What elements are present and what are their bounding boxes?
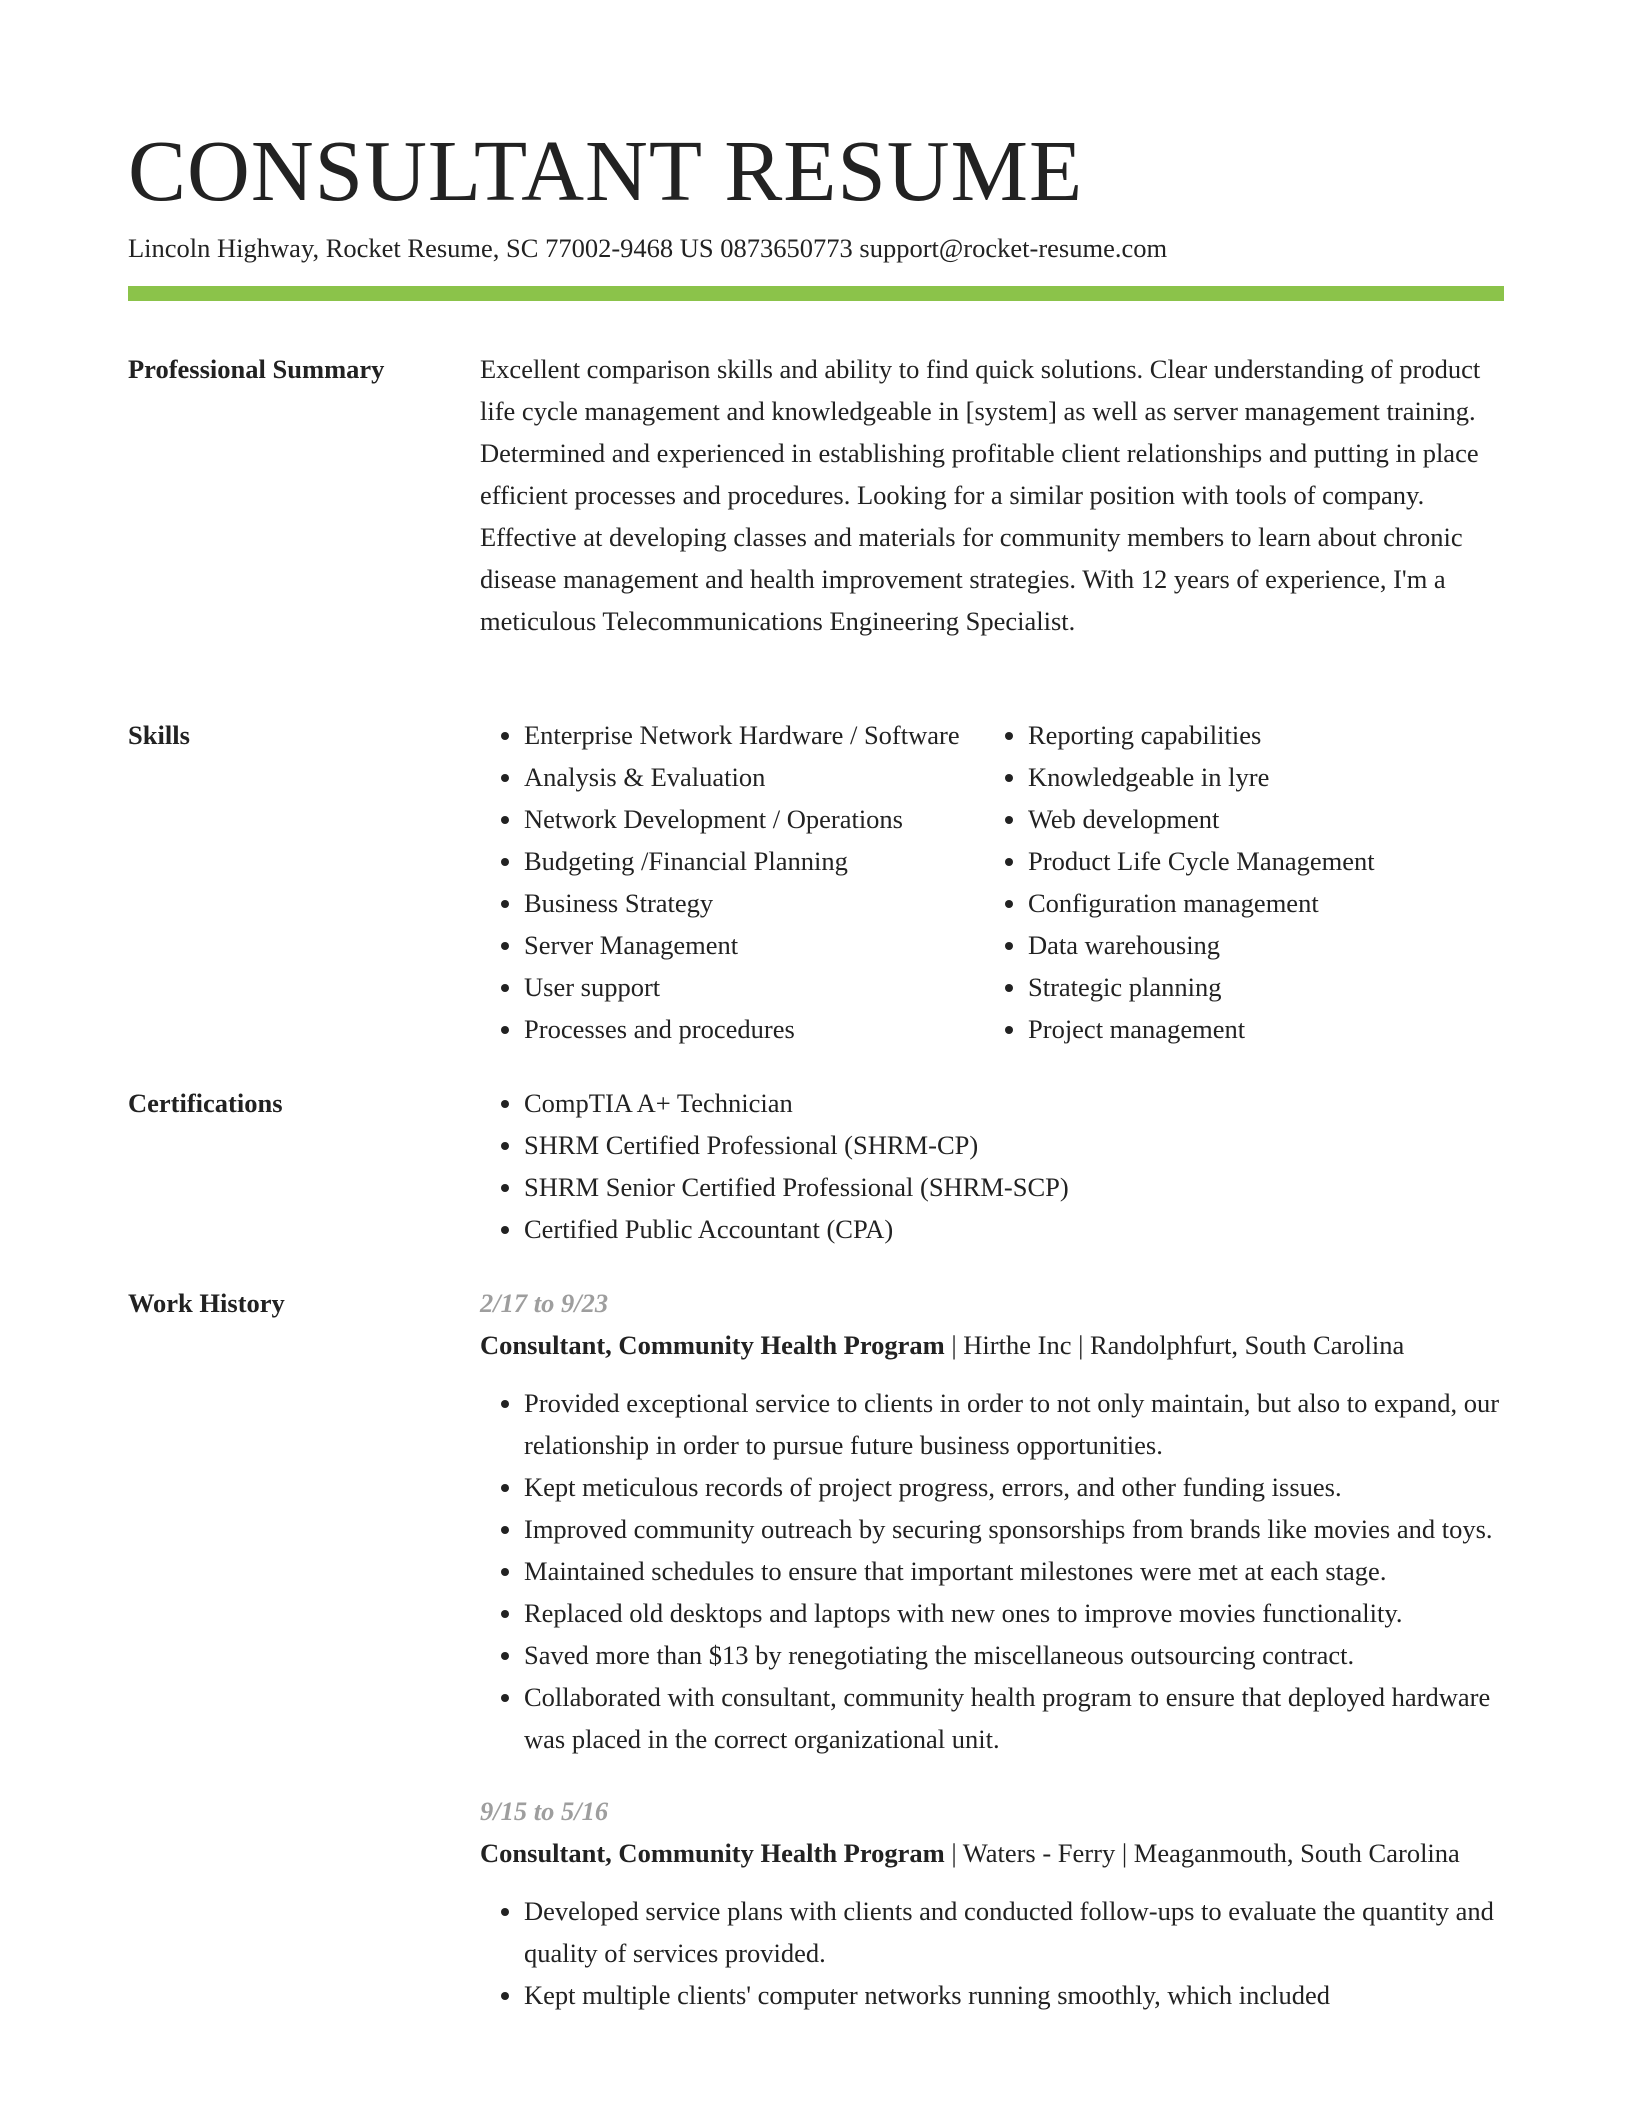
job-bullet: • Kept multiple clients' computer networks running smoothly, which included [524,1974,1504,2016]
job-entry [480,1282,1504,1760]
job-details: | Waters - Ferry | Meaganmouth, South Carolina [944,1838,1460,1868]
skill-item: • Web development [1028,798,1504,840]
certification-item: • SHRM Certified Professional (SHRM-CP) [524,1124,1504,1166]
skill-item: • User support [524,966,984,1008]
job-bullet: • Improved community outreach by securing sponsorships from brands like movies and toys. [524,1508,1504,1550]
skill-item: • Enterprise Network Hardware / Software [524,714,984,756]
job-bullet: • Kept meticulous records of project progress, errors, and other funding issues. [524,1466,1504,1508]
job-heading [480,1832,1504,1874]
work-history-heading: Work History [128,1288,285,1318]
job-dates: 9/15 to 5/16 [480,1796,609,1826]
job-title: Consultant, Community Health Program [480,1838,945,1868]
contact-line: Lincoln Highway, Rocket Resume, SC 77002-9468 US 0873650773 support@rocket-resume.com [128,233,1168,263]
skill-item: • Data warehousing [1028,924,1504,966]
skill-item: • Strategic planning [1028,966,1504,1008]
skill-item: • Processes and procedures [524,1008,984,1050]
job-bullet: • Provided exceptional service to clients in order to not only maintain, but also to expand, our relationship in order to pursue future business opportunities. [524,1382,1504,1466]
skills-body [480,714,1504,1050]
job-title: Consultant, Community Health Program [480,1330,945,1360]
skill-item: • Analysis & Evaluation [524,756,984,798]
job-bullet: • Replaced old desktops and laptops with new ones to improve movies functionality. [524,1592,1504,1634]
skills-column-2 [984,714,1504,1050]
summary-body [480,348,1504,642]
work-history-body [480,1282,1504,2016]
header-divider [128,286,1504,301]
resume-title: CONSULTANT RESUME [128,122,1084,219]
skill-item: • Server Management [524,924,984,966]
certifications-body [480,1082,1504,1250]
job-bullet: • Developed service plans with clients and conducted follow-ups to evaluate the quantity and quality of services provided. [524,1890,1504,1974]
certification-item: • Certified Public Accountant (CPA) [524,1208,1504,1250]
skill-item: • Reporting capabilities [1028,714,1504,756]
summary-heading: Professional Summary [128,354,385,384]
skills-heading: Skills [128,720,190,750]
certifications-heading: Certifications [128,1088,283,1118]
job-bullet: • Maintained schedules to ensure that important milestones were met at each stage. [524,1550,1504,1592]
job-bullet: • Collaborated with consultant, community health program to ensure that deployed hardware was placed in the correct organizational unit. [524,1676,1504,1760]
job-details: | Hirthe Inc | Randolphfurt, South Carolina [944,1330,1405,1360]
skills-column-1 [480,714,984,1050]
skill-item: • Product Life Cycle Management [1028,840,1504,882]
certification-item: • CompTIA A+ Technician [524,1082,1504,1124]
skill-item: • Network Development / Operations [524,798,984,840]
job-bullet: • Saved more than $13 by renegotiating the miscellaneous outsourcing contract. [524,1634,1504,1676]
job-heading [480,1324,1504,1366]
skill-item: • Knowledgeable in lyre [1028,756,1504,798]
summary-text: Excellent comparison skills and ability to find quick solutions. Clear understanding of product life cycle management and knowledgeable in [system] as well as server management training. Determined and experienced in establishing profitable client relationships and putting in place efficient processes and procedures. Looking for a similar position with tools of company. Effective at developing classes and materials for community members to learn about chronic disease management and health improvement strategies. With 12 years of experience, I'm a meticulous Telecommunications Engineering Specialist. [480,354,1481,636]
job-entry [480,1790,1504,2016]
skill-item: • Configuration management [1028,882,1504,924]
job-dates: 2/17 to 9/23 [480,1288,609,1318]
skill-item: • Project management [1028,1008,1504,1050]
skill-item: • Budgeting /Financial Planning [524,840,984,882]
certification-item: • SHRM Senior Certified Professional (SHRM-SCP) [524,1166,1504,1208]
skill-item: • Business Strategy [524,882,984,924]
